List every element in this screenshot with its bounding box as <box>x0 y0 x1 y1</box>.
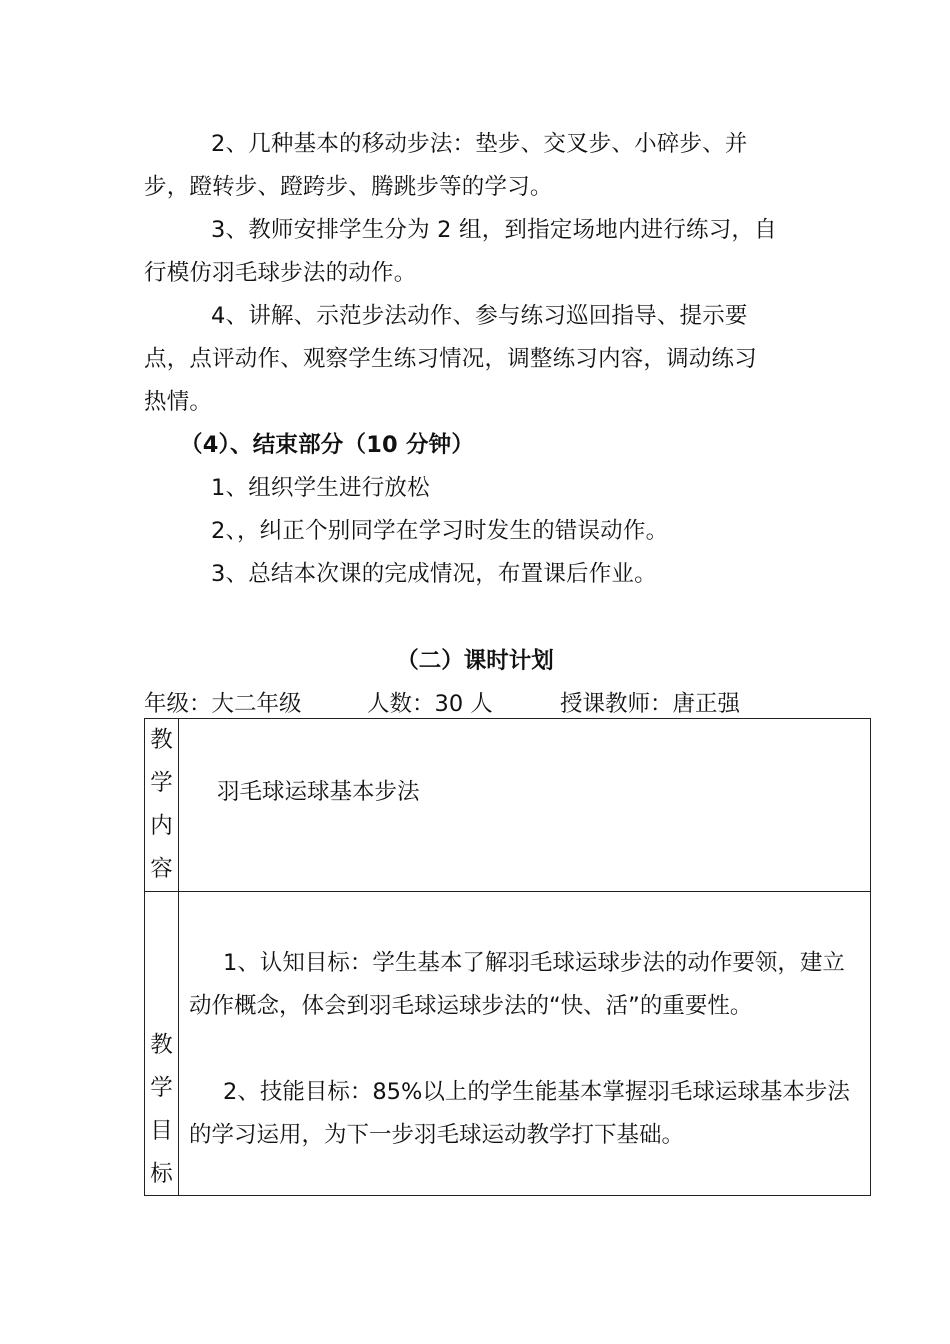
content-label-char: 学 <box>150 770 173 796</box>
teacher-info: 授课教师：唐正强 <box>560 691 741 717</box>
content-label-char: 内 <box>150 813 173 839</box>
procedure-item-2-line-2: 步，蹬转步、蹬跨步、腾跳步等的学习。 <box>144 174 553 200</box>
ending-item-3: 3、总结本次课的完成情况，布置课后作业。 <box>211 561 657 587</box>
ending-item-2: 2、，纠正个别同学在学习时发生的错误动作。 <box>211 518 669 544</box>
procedure-item-4-line-1: 4、讲解、示范步法动作、参与练习巡回指导、提示要 <box>211 303 748 329</box>
procedure-item-4-line-3: 热情。 <box>144 389 213 415</box>
content-label-char: 教 <box>150 727 173 753</box>
content-label-char: 容 <box>150 856 173 882</box>
procedure-item-4-line-2: 点，点评动作、观察学生练习情况，调整练习内容，调动练习 <box>144 346 757 372</box>
procedure-item-2-line-1: 2、几种基本的移动步法：垫步、交叉步、小碎步、并 <box>211 131 748 157</box>
content-row <box>145 719 871 892</box>
goal-row <box>145 892 871 1196</box>
goal-label-char: 教 <box>150 1032 173 1058</box>
goal-label-char: 目 <box>150 1118 173 1144</box>
goal-label-char: 学 <box>150 1075 173 1101</box>
student-count-info: 人数：30 人 <box>367 691 493 717</box>
ending-heading: （4）、结束部分（10 分钟） <box>180 432 475 458</box>
cognitive-goal: 1、认知目标：学生基本了解羽毛球运球步法的动作要领，建立动作概念，体会到羽毛球运球步法的“快、活”的重要性。 <box>189 950 845 1019</box>
content-value: 羽毛球运球基本步法 <box>217 779 420 805</box>
plan-title: （二）课时计划 <box>396 648 554 674</box>
skill-goal: 2、技能目标：85%以上的学生能基本掌握羽毛球运球基本步法的学习运用，为下一步羽毛球运动教学打下基础。 <box>189 1079 850 1148</box>
goal-value-cell <box>179 892 871 1196</box>
goal-label-char: 标 <box>150 1161 173 1187</box>
procedure-item-3-line-2: 行模仿羽毛球步法的动作。 <box>144 260 417 286</box>
ending-item-1: 1、组织学生进行放松 <box>211 475 430 501</box>
content-label-cell <box>145 719 179 892</box>
grade-info: 年级：大二年级 <box>144 691 302 717</box>
lesson-plan-table <box>144 718 871 1196</box>
procedure-item-3-line-1: 3、教师安排学生分为 2 组，到指定场地内进行练习，自 <box>211 217 777 243</box>
content-value-cell <box>179 719 871 892</box>
goal-label-cell <box>145 892 179 1196</box>
